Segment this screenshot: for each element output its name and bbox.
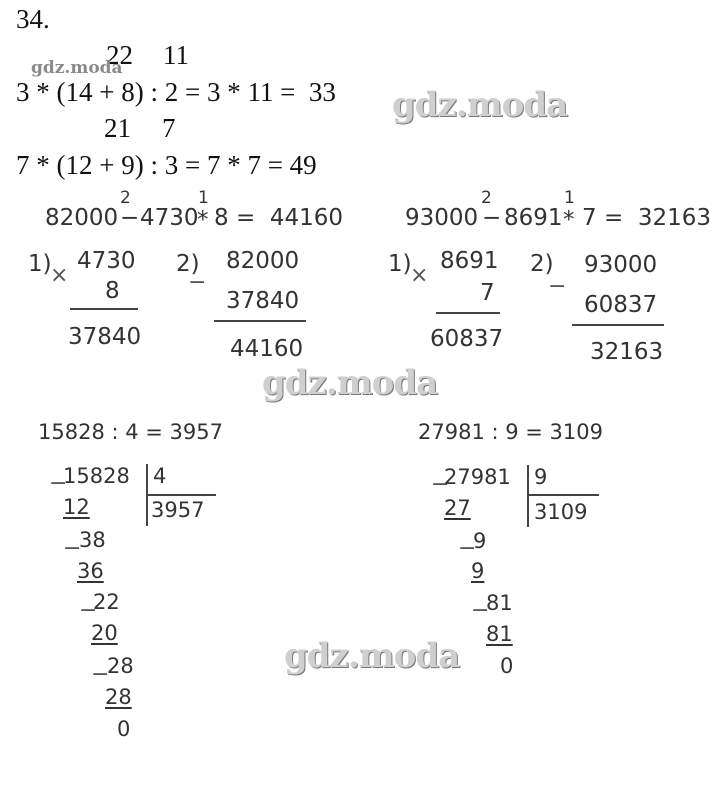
right-step2-label: 2) <box>530 251 554 277</box>
right-order-mark-2: 1 <box>564 188 575 208</box>
left-division-minus-3: − <box>79 598 98 623</box>
watermark-bottom: gdz.moda <box>284 636 460 676</box>
left-task-number-a: 82000 <box>45 205 119 231</box>
left-order-mark-1: 2 <box>120 188 131 208</box>
left-division-quotient: 3957 <box>151 498 205 522</box>
right-division-bar <box>527 465 529 527</box>
right-step2-result: 32163 <box>590 339 664 365</box>
left-task-times: * <box>197 207 209 233</box>
right-division-equation: 27981 : 9 = 3109 <box>418 420 603 444</box>
left-task-minus: − <box>120 205 140 231</box>
right-division-quotient-rule <box>527 494 599 496</box>
right-division-step: 27 <box>444 496 471 520</box>
right-division-step: 81 <box>486 622 513 646</box>
expr2-intermediate-2: 7 <box>162 113 176 143</box>
right-step1-rule <box>436 312 500 314</box>
left-division-step: 36 <box>77 559 104 583</box>
right-division-remainder: 0 <box>500 654 514 678</box>
left-step2-sign: − <box>188 270 207 295</box>
right-task-rest: 7 = 32163 <box>582 205 712 231</box>
right-order-mark-1: 2 <box>481 188 492 208</box>
right-division-step: 9 <box>473 529 487 553</box>
right-step2-top: 93000 <box>584 252 658 278</box>
right-step1-top: 8691 <box>440 248 499 274</box>
left-step1-rule <box>70 308 138 310</box>
right-step2-sign: − <box>548 274 567 299</box>
expr2-intermediate-1: 21 <box>104 113 131 143</box>
left-step1-result: 37840 <box>68 324 142 350</box>
right-division-step: 81 <box>486 591 513 615</box>
watermark-top: gdz.moda <box>392 85 568 125</box>
right-step1-result: 60837 <box>430 326 504 352</box>
left-division-step: 28 <box>107 654 134 678</box>
right-division-minus-3: − <box>471 598 490 623</box>
right-task-times: * <box>563 207 575 233</box>
watermark-small: gdz.moda <box>31 58 123 78</box>
expr1-intermediate-1: 22 <box>106 40 133 70</box>
left-step2-label: 2) <box>176 251 200 277</box>
right-task-minus: − <box>482 205 502 231</box>
left-order-mark-2: 1 <box>198 188 209 208</box>
left-division-step: 38 <box>79 528 106 552</box>
left-division-quotient-rule <box>146 494 216 496</box>
problem-number: 34. <box>16 4 50 34</box>
left-step2-bottom: 37840 <box>226 288 300 314</box>
left-step2-result: 44160 <box>230 336 304 362</box>
left-step1-bottom: 8 <box>105 278 120 304</box>
right-step2-bottom: 60837 <box>584 292 658 318</box>
left-step1-top: 4730 <box>77 248 136 274</box>
expr1-intermediate-2: 11 <box>163 40 189 70</box>
right-step1-label: 1) <box>388 251 412 277</box>
left-division-minus-2: − <box>63 536 82 561</box>
right-task-number-b: 8691 <box>504 205 563 231</box>
left-division-step: 12 <box>63 495 90 519</box>
left-division-equation: 15828 : 4 = 3957 <box>38 420 223 444</box>
right-division-minus-2: − <box>458 536 477 561</box>
right-division-divisor: 9 <box>534 465 548 489</box>
expr2-equation: 7 * (12 + 9) : 3 = 7 * 7 = 49 <box>16 150 317 180</box>
expr1-equation: 3 * (14 + 8) : 2 = 3 * 11 = 33 <box>16 77 336 107</box>
left-division-remainder: 0 <box>117 717 131 741</box>
right-division-step: 9 <box>471 559 485 583</box>
left-step2-top: 82000 <box>226 248 300 274</box>
right-task-number-a: 93000 <box>405 205 479 231</box>
left-step2-rule <box>214 320 306 322</box>
right-division-minus-1: − <box>431 472 450 497</box>
right-step1-sign: × <box>410 263 429 288</box>
left-task-rest: 8 = 44160 <box>214 205 344 231</box>
left-division-step: 20 <box>91 621 118 645</box>
left-division-step: 22 <box>93 590 120 614</box>
right-step2-rule <box>572 324 664 326</box>
left-division-divisor: 4 <box>153 464 167 488</box>
right-division-quotient: 3109 <box>534 500 588 524</box>
left-division-dividend: 15828 <box>63 464 130 488</box>
left-division-minus-4: − <box>91 662 110 687</box>
right-division-dividend: 27981 <box>444 465 511 489</box>
left-step1-sign: × <box>50 263 69 288</box>
watermark-middle: gdz.moda <box>262 363 438 403</box>
left-task-number-b: 4730 <box>140 205 199 231</box>
right-step1-bottom: 7 <box>480 280 495 306</box>
left-division-step: 28 <box>105 685 132 709</box>
left-step1-label: 1) <box>28 251 52 277</box>
left-division-minus-1: − <box>49 471 68 496</box>
